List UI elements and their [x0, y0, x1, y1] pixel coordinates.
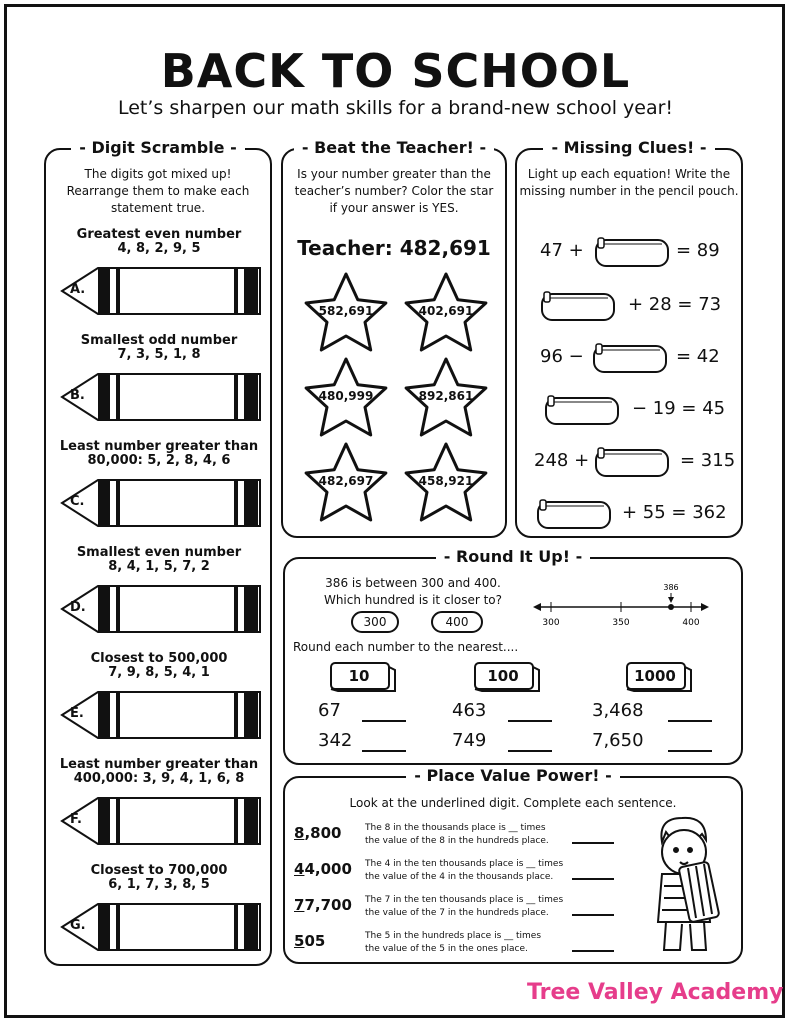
answer-blank[interactable] — [668, 750, 712, 752]
place-value-sentence: The 4 in the ten thousands place is __ times the value of the 4 in the thousands place. — [365, 859, 564, 882]
tick-label-300: 300 — [542, 618, 560, 628]
pencil-pouch-input[interactable] — [540, 290, 616, 322]
round-it-up-title: - Round It Up! - — [436, 547, 590, 566]
crayon-icon — [60, 372, 264, 422]
place-value-sentence: The 7 in the ten thousands place is __ times the value of the 7 in the hundreds place. — [365, 895, 564, 918]
round-number: 342 — [318, 730, 353, 751]
beat-teacher-title: - Beat the Teacher! - — [294, 138, 494, 157]
missing-clues-title: - Missing Clues! - — [543, 138, 714, 157]
pencil-pouch-icon — [536, 498, 612, 530]
crayon-answer-box[interactable] — [60, 266, 264, 316]
underlined-number: 44,000 — [294, 860, 352, 878]
star-3[interactable] — [302, 355, 390, 439]
place-value-sentence: The 8 in the thousands place is __ times the value of the 8 in the hundreds place. — [365, 823, 549, 846]
answer-blank[interactable] — [572, 842, 614, 844]
missing-clues-instructions: Light up each equation! Write the missing number in the pencil pouch. — [519, 167, 739, 198]
number-line — [533, 581, 713, 631]
crayon-answer-box[interactable] — [60, 690, 264, 740]
star-number: 402,691 — [418, 304, 474, 318]
answer-blank[interactable] — [508, 720, 552, 722]
option-400[interactable]: 400 — [431, 611, 483, 633]
digit-scramble-title: - Digit Scramble - — [71, 138, 245, 157]
answer-blank[interactable] — [572, 878, 614, 880]
crayon-icon — [60, 266, 264, 316]
eraser-10 — [330, 662, 396, 692]
clue-5: Closest to 500,000 7, 9, 8, 5, 4, 1 — [90, 651, 228, 680]
round-number: 749 — [452, 730, 487, 751]
equation-result: + 55 = 362 — [622, 502, 727, 523]
pencil-pouch-icon — [594, 236, 670, 268]
pencil-pouch-input[interactable] — [594, 236, 670, 268]
star-4[interactable] — [402, 355, 490, 439]
pencil-pouch-icon — [540, 290, 616, 322]
clue-2: Smallest odd number 7, 3, 5, 1, 8 — [80, 333, 238, 362]
marker-label: 386 — [663, 583, 679, 592]
crayon-icon — [60, 796, 264, 846]
equation-result: = 89 — [676, 240, 720, 261]
star-1[interactable] — [302, 270, 390, 354]
clue-7: Closest to 700,000 6, 1, 7, 3, 8, 5 — [90, 863, 228, 892]
crayon-label: B. — [70, 388, 85, 403]
crayon-icon — [60, 902, 264, 952]
underlined-number: 505 — [294, 932, 326, 950]
boy-with-pencils-illustration — [640, 812, 730, 958]
crayon-answer-box[interactable] — [60, 584, 264, 634]
crayon-answer-box[interactable] — [60, 478, 264, 528]
star-number: 582,691 — [318, 304, 374, 318]
clue-4: Smallest even number 8, 4, 1, 5, 7, 2 — [76, 545, 242, 574]
eraser-label: 1000 — [634, 667, 676, 685]
pencil-pouch-icon — [544, 394, 620, 426]
answer-blank[interactable] — [572, 950, 614, 952]
round-number: 3,468 — [592, 700, 644, 721]
underlined-number: 77,700 — [294, 896, 352, 914]
pencil-pouch-input[interactable] — [592, 342, 668, 374]
equation-term: 47 + — [540, 240, 584, 261]
crayon-label: F. — [70, 812, 82, 827]
crayon-answer-box[interactable] — [60, 372, 264, 422]
crayon-label: A. — [70, 282, 86, 297]
tick-label-400: 400 — [682, 618, 700, 628]
round-number: 463 — [452, 700, 487, 721]
round-number: 67 — [318, 700, 341, 721]
rounding-question: 386 is between 300 and 400. Which hundred is it closer to? — [323, 576, 503, 607]
equation-term: 96 − — [540, 346, 584, 367]
eraser-1000 — [626, 662, 692, 692]
answer-blank[interactable] — [362, 720, 406, 722]
teacher-number: Teacher: 482,691 — [297, 236, 491, 260]
page-subtitle: Let’s sharpen our math skills for a brand-new school year! — [117, 97, 674, 119]
star-number: 480,999 — [318, 389, 374, 403]
equation-result: + 28 = 73 — [628, 294, 722, 315]
eraser-label: 10 — [348, 667, 370, 685]
crayon-label: D. — [70, 600, 86, 615]
answer-blank[interactable] — [362, 750, 406, 752]
clue-3: Least number greater than 80,000: 5, 2, 8, 4, 6 — [59, 439, 259, 468]
equation-result: = 315 — [680, 450, 736, 471]
answer-blank[interactable] — [668, 720, 712, 722]
star-number: 458,921 — [418, 474, 474, 488]
crayon-label: G. — [70, 918, 86, 933]
option-300[interactable]: 300 — [351, 611, 399, 633]
crayon-answer-box[interactable] — [60, 796, 264, 846]
underlined-number: 8,800 — [294, 824, 342, 842]
eraser-label: 100 — [487, 667, 519, 685]
place-value-instructions: Look at the underlined digit. Complete each sentence. — [349, 796, 677, 810]
crayon-answer-box[interactable] — [60, 902, 264, 952]
star-6[interactable] — [402, 440, 490, 524]
place-value-title: - Place Value Power! - — [406, 766, 620, 785]
place-value-sentence: The 5 in the hundreds place is __ times the value of the 5 in the ones place. — [365, 931, 542, 954]
answer-blank[interactable] — [572, 914, 614, 916]
page-title: BACK TO SCHOOL — [160, 44, 631, 98]
star-2[interactable] — [402, 270, 490, 354]
crayon-icon — [60, 690, 264, 740]
pencil-pouch-input[interactable] — [536, 498, 612, 530]
digit-scramble-instructions: The digits got mixed up! Rearrange them to make each statement true. — [66, 167, 250, 215]
tick-label-350: 350 — [612, 618, 630, 628]
eraser-100 — [474, 662, 540, 692]
star-5[interactable] — [302, 440, 390, 524]
clue-1: Greatest even number 4, 8, 2, 9, 5 — [76, 227, 242, 256]
pencil-pouch-input[interactable] — [594, 446, 670, 478]
star-number: 892,861 — [418, 389, 474, 403]
star-number: 482,697 — [318, 474, 374, 488]
brand-footer: Tree Valley Academy — [527, 980, 784, 1005]
pencil-pouch-icon — [594, 446, 670, 478]
round-number: 7,650 — [592, 730, 644, 751]
crayon-label: E. — [70, 706, 84, 721]
answer-blank[interactable] — [508, 750, 552, 752]
pencil-pouch-input[interactable] — [544, 394, 620, 426]
rounding-prompt: Round each number to the nearest.... — [293, 640, 519, 654]
equation-result: − 19 = 45 — [632, 398, 726, 419]
crayon-icon — [60, 478, 264, 528]
pencil-pouch-icon — [592, 342, 668, 374]
beat-teacher-instructions: Is your number greater than the teacher’s number? Color the star if your answer is YES. — [294, 167, 494, 215]
equation-term: 248 + — [534, 450, 590, 471]
equation-result: = 42 — [676, 346, 720, 367]
crayon-label: C. — [70, 494, 85, 509]
crayon-icon — [60, 584, 264, 634]
clue-6: Least number greater than 400,000: 3, 9, 4, 1, 6, 8 — [59, 757, 259, 786]
